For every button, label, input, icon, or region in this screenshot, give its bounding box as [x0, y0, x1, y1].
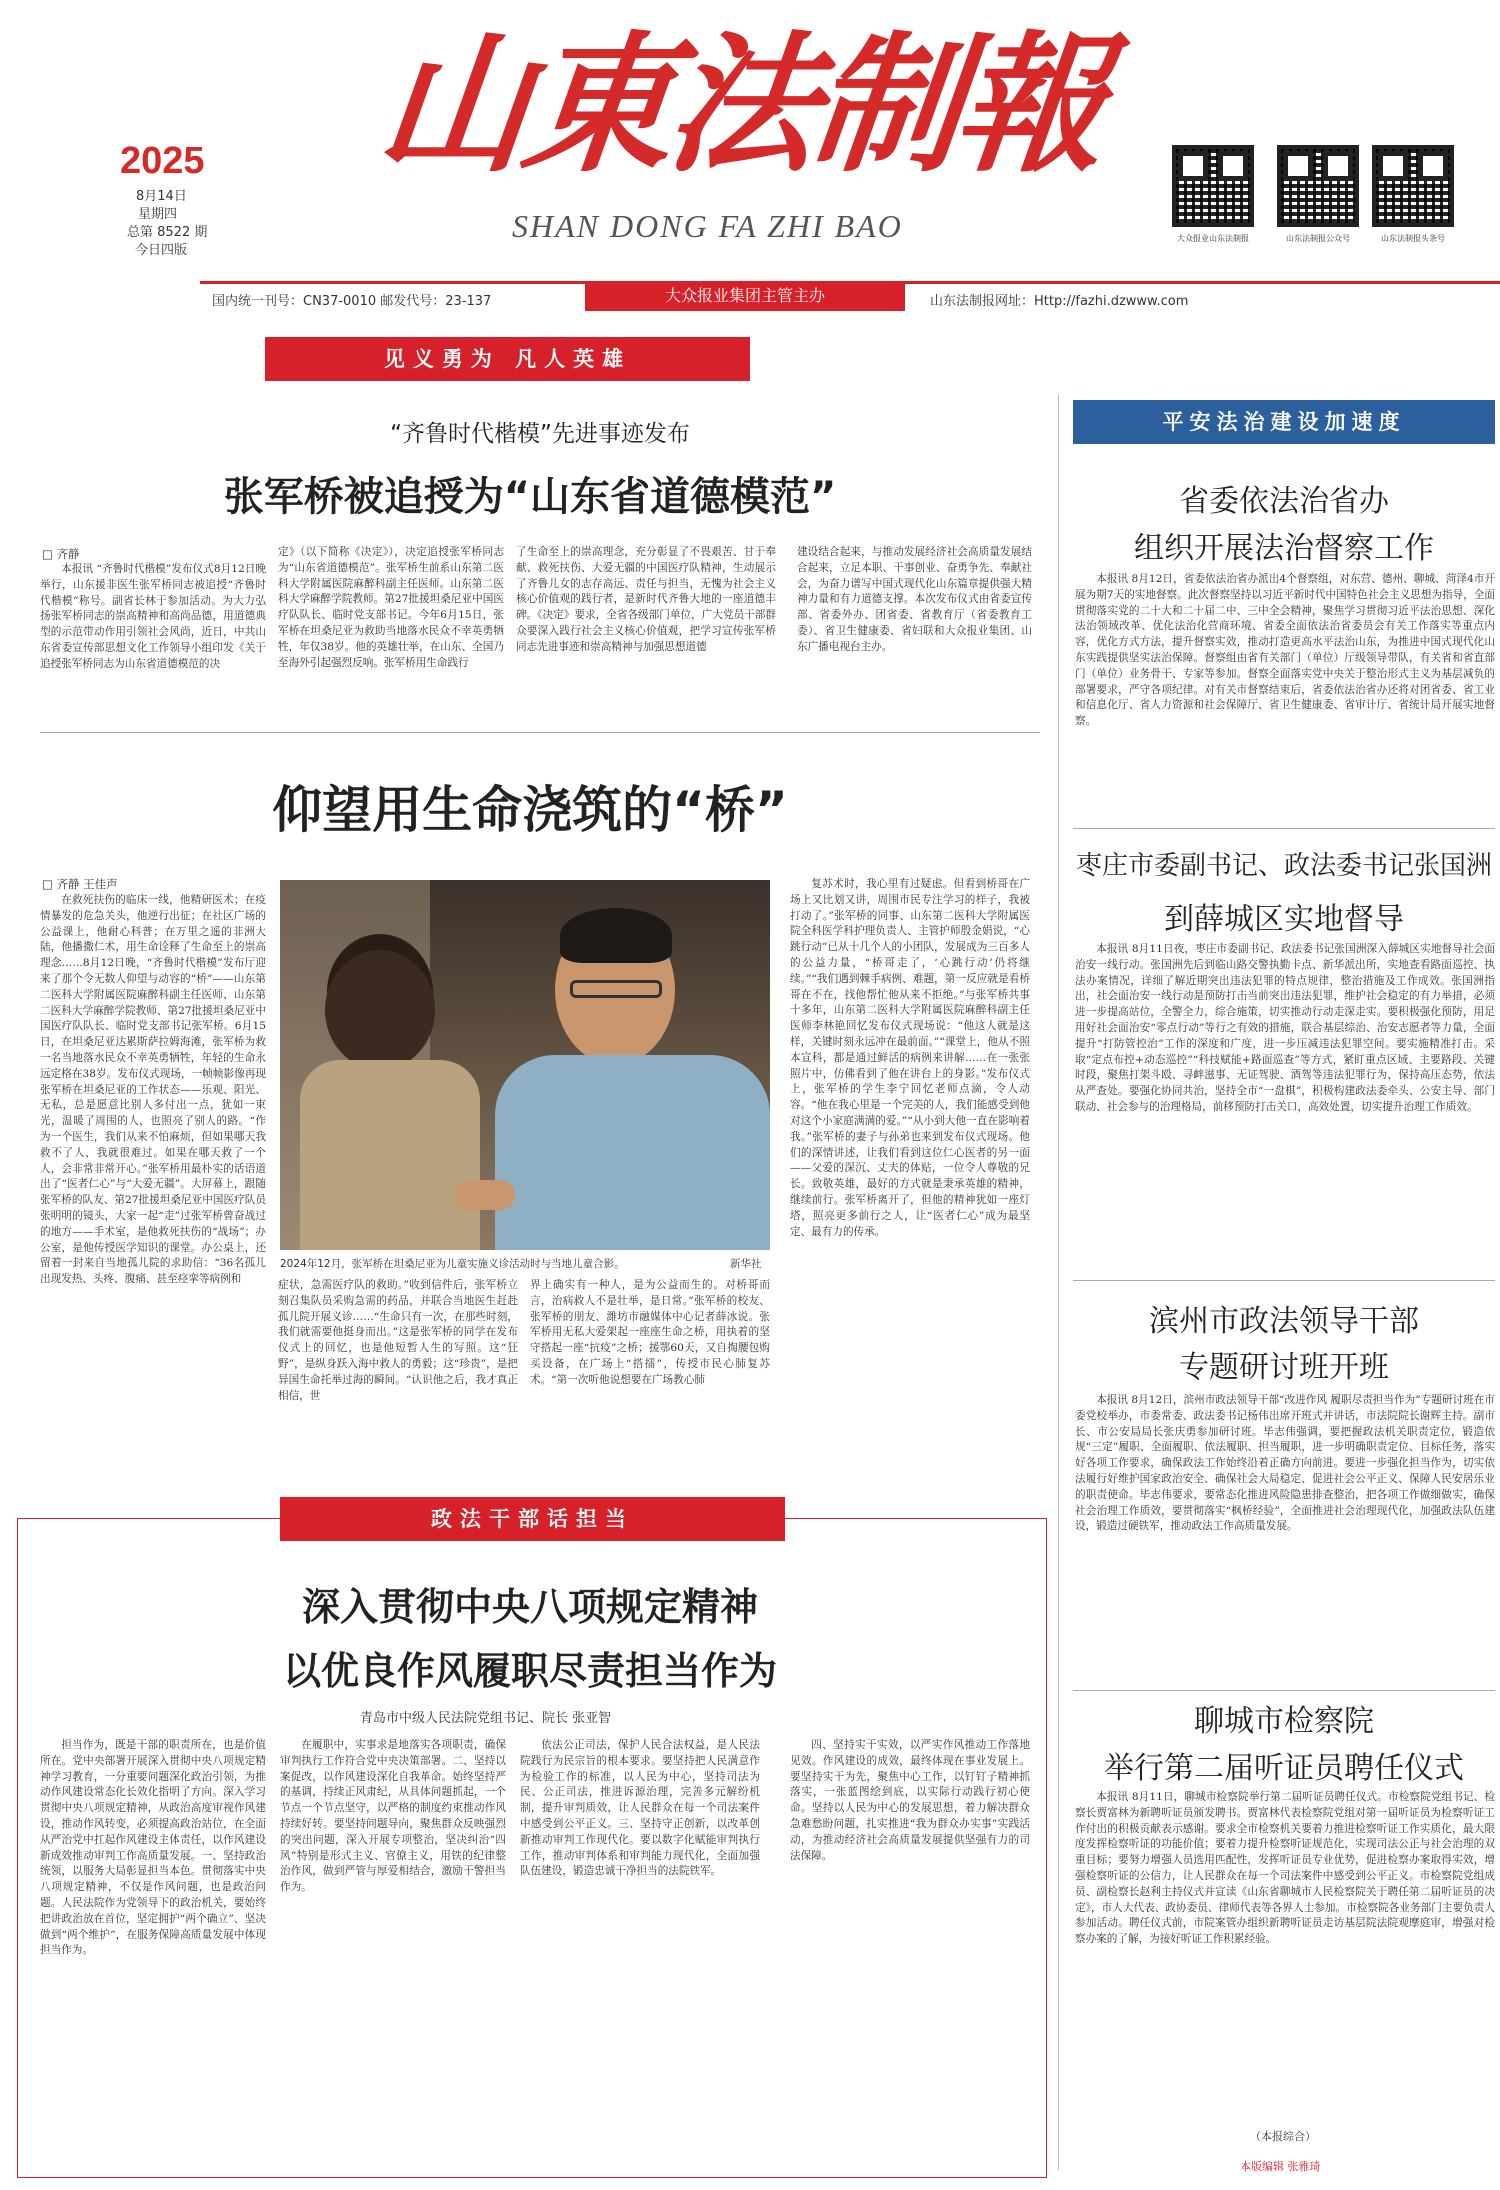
side4-source: （本报综合） — [1250, 2130, 1316, 2143]
section-banner-zhengfa: 政法干部话担当 — [280, 1497, 785, 1541]
qr-caption: 大众报业山东法制报 — [1177, 234, 1249, 243]
issue-date: 8月14日 — [136, 189, 187, 204]
story3-column: 在履职中，实事求是地落实各项职责，确保审判执行工作符合党中央决策部署。二、坚持以案促改，以作风建设深化自我革命。始终坚持严的基调，持续正风肃纪，从具体问题抓起，一个节点一个节点坚守，以严格的制度约束推动作风持续好转。要坚持问题导向，聚焦群众反映强烈的突出问题，深入开展专项整治，坚决纠治“四风”特别是形式主义、官僚主义，用铁的纪律整治作风，做到严管与厚爱相结合，激励干警担当作为。 — [280, 1739, 506, 1894]
story1-headline: 张军桥被追授为“山东省道德模范” — [223, 474, 837, 520]
side3-body: 本报讯 8月12日，滨州市政法领导干部“改进作风 履职尽责担当作为”专题研讨班在市委党校举办，市委常委、政法委书记杨伟出席开班式并讲话，市法院院长谢辉主持。副市长、市公安局局长张庆勇参加研讨班。毕志伟强调，要把握政法机关职责定位，锻造依规“三定”履职、全面履职、依法履职、担当履职，进一步明确职责定位、目标任务，落实好各项工作要求，确保政法工作始终沿着正确方向前进。要进一步强化担当作为，切实依法履行好维护国家政治安全、确保社会大局稳定、促进社会公平正义、保障人民安居乐业的职责使命。毕志伟要求，要常态化推进风险隐患排查整治，把各项工作做细做实，确保社会治理工作质效，要贯彻落实“枫桥经验”，全面推进社会治理现代化，加强政法队伍建设，锻造过硬铁军，推动政法工作高质量发展。 — [1075, 1394, 1495, 1533]
qr-caption: 山东法制报公众号 — [1286, 234, 1350, 243]
story2-headline: 仰望用生命浇筑的“桥” — [272, 781, 788, 839]
story3-headline-2: 以优良作风履职尽责担当作为 — [282, 1649, 777, 1693]
side3-title-2: 专题研讨班开班 — [1179, 1350, 1389, 1385]
story1-byline: □ 齐静 — [42, 547, 80, 561]
photo-child-body — [300, 1060, 480, 1250]
story3-column: 四、坚持实干实效，以严实作风推动工作落地见效。作风建设的成效，最终体现在事业发展上。要坚持实干为先，聚焦中心工作，以钉钉子精神抓落实，一张蓝图绘到底，以实际行动践行初心使命。坚持以人民为中心的发展思想，着力解决群众急难愁盼问题，扎实推进“我为群众办实事”实践活动，为推动经济社会高质量发展提供坚强有力的司法保障。 — [790, 1739, 1030, 1862]
divider — [1073, 828, 1495, 829]
section-banner-yiyong: 见义勇为 凡人英雄 — [265, 337, 750, 381]
website-url: 山东法制报网址：Http://fazhi.dzwww.com — [930, 294, 1189, 309]
story2-column: 复苏术时，我心里有过疑虑。但看到桥哥在广场上又比划又讲，周围市民专注学习的样子，我被打动了。”张军桥的同事、山东第二医科大学附属医院全科医学科护理负责人、主管护师殷金娟说，“心跳行动”已从十几个人的小团队，发展成为三百多人的公益力量，“桥哥走了，‘心跳行动’仍将继续。”“我们遇到棘手病例、难题，第一反应就是看桥哥在不在，找他帮忙他从来不拒绝。”与张军桥共事十多年，山东第二医科大学附属医院麻醉科副主任医师李林艳回忆发布仪式现场说：“他这人就是这样，关键时刻永远冲在最前面。”“课堂上，他从不照本宣科，都是通过鲜活的病例来讲解……在一张张照片中，仿佛看到了他在讲台上的身影。”发布仪式上，张军桥的学生李宁回忆老师点滴，令人动容。“他在我心里是一个完美的人，我们能感受到他对这个小家庭满满的爱。”“从小到大他一直在影响着我。”张军桥的妻子与孙弟也来到发布仪式现场。他们的深情讲述，让我们看到这位仁心医者的另一面——父爱的深沉、丈夫的体贴，一位令人尊敬的兄长。致敬英雄，最好的方式就是秉承英雄的精神，继续前行。张军桥离开了，但他的精神犹如一座灯塔，照亮更多前行之人，让“医者仁心”成为最坚定、最有力的传承。 — [790, 878, 1030, 1238]
newspaper-title: 山東法制報 — [370, 17, 1110, 193]
sidebar-divider — [1058, 395, 1059, 2170]
side4-title-1: 聊城市检察院 — [1194, 1704, 1374, 1739]
story1-kicker: “齐鲁时代楷模”先进事迹发布 — [390, 421, 690, 447]
qr-code-icon — [1372, 145, 1454, 227]
photo-man-hair — [560, 908, 672, 963]
issue-pages: 今日四版 — [135, 243, 188, 258]
side2-title-2: 到薛城区实地督导 — [1164, 902, 1404, 937]
page-editor: 本版编辑 张雅琦 — [1240, 2160, 1321, 2173]
side1-title-2: 组织开展法治督察工作 — [1134, 531, 1434, 566]
story1-column: 本报讯 “齐鲁时代楷模”发布仪式8月12日晚举行，山东援非医生张军桥同志被追授“齐鲁时代楷模”称号。副省长林于参加活动。为大力弘扬张军桥同志的崇高精神和高尚品德，用道德典型的示范带动作用引领社会风尚，近日，中共山东省委宣传部思想文化工作领导小组印发《关于追授张军桥同志为山东省道德模范的决 — [40, 563, 266, 670]
story3-byline: 青岛市中级人民法院党组书记、院长 张亚智 — [360, 1711, 612, 1726]
side2-body: 本报讯 8月11日夜，枣庄市委副书记、政法委书记张国洲深入薛城区实地督导社会面治安一线行动。张国洲先后到临山路交警执勤卡点、新华派出所，实地查看路面巡控、执法办案情况，详细了解近期突出违法犯罪的特点规律，整治措施及工作成效。张国洲指出，社会面治安一线行动是预防打击当前突出违法犯罪，维护社会稳定的有力举措，必须进一步提高站位，全警全力，综合施策，切实推动行动走深走实。要积极强化预防，用足用好社会面治安“零点行动”等行之有效的措施，联合基层综治、治安志愿者等力量，全面提升“打防管控治”工作的深度和广度，进一步压减违法犯罪空间。要实施精准打击。采取“定点布控+动态巡控”“科技赋能+路面巡查”等方式，紧盯重点区域、主要路段、关键时段，聚焦打架斗殴、寻衅滋事、无证驾驶、酒驾等违法犯罪行为，保持高压态势，依法从严查处。要强化协同共治，坚持全市“一盘棋”，积极构建政法委牵头、公安主导、部门联动、社会参与的治理格局，前移预防打击关口，高效处置，切实提升治理工作质效。 — [1075, 943, 1495, 1113]
story2-byline: □ 齐静 王佳声 — [42, 877, 118, 891]
story2-column: 界上确实有一种人，是为公益而生的。对桥哥而言，治病救人不是壮举，是日常。”张军桥的校友、张军桥的朋友、潍坊市融媒体中心记者薛冰说。张军桥用无私大爱架起一座座生命之桥，用执着的坚守搭起一座“抗疫”之桥；援鄂60天，又自掏腰包购买设备，在广场上“搭擂”，传授市民心肺复苏术。“第一次听他说想要在广场教心肺 — [530, 1279, 770, 1386]
story3-column: 依法公正司法，保护人民合法权益，是人民法院践行为民宗旨的根本要求。要坚持把人民满意作为检验工作的标准，以人民为中心，坚持司法为民、公正司法，推进诉源治理，完善多元解纷机制，提升审判质效，让人民群众在每一个司法案件中感受到公平正义。三、坚持守正创新，以改革创新推动审判工作现代化。要以数字化赋能审判执行工作，推动审判体系和审判能力现代化，全面加强队伍建设，锻造忠诚干净担当的法院铁军。 — [520, 1739, 760, 1878]
qr-code-icon — [1277, 145, 1359, 227]
side4-body: 本报讯 8月11日，聊城市检察院举行第二届听证员聘任仪式。市检察院党组书记、检察长贾富林为新聘听证员颁发聘书。贾富林代表检察院党组对第一届听证员为检察听证工作付出的积极贡献表示感谢。要求全市检察机关要着力推进检察听证工作实质化，最大限度发挥检察听证的功能价值；要着力提升检察听证规范化，实现司法公正与社会治理的双重目标；要努力增强人员选用匹配性，发挥听证员专业优势，促进检察办案取得实效，增强检察听证的公信力，让人民群众在每一个司法案件中感受到公平正义。市检察院党组成员、副检察长赵利主持仪式并宣读《山东省聊城市人民检察院关于聘任第二届听证员的决定》，市人大代表、政协委员、律师代表等各界人士参加。市检察院各业务部门主要负责人参加活动。聘任仪式前，市院案管办组织新聘听证员走访基层院法院观摩庭审，增强对检察办案的了解，为接好听证工作积累经验。 — [1075, 1791, 1495, 1946]
issue-weekday: 星期四 — [138, 207, 178, 222]
story2-column: 症状，急需医疗队的救助。”收到信件后，张军桥立刻召集队员采购急需的药品，并联合当地医生赶赴孤儿院开展义诊……“生命只有一次，在那些时刻，我们就需要他挺身而出。”这是张军桥的同学在发布仪式上的回忆，也是他短暂人生的写照。这“狂野”，是纵身跃入海中救人的勇毅；这“珍贵”，是把异国生命托举过海的瞬间。“认识他之后，我才真正相信，世 — [278, 1279, 518, 1402]
issue-number: 总第 8522 期 — [127, 225, 208, 240]
masthead — [0, 0, 1500, 320]
divider — [1073, 1690, 1495, 1691]
story3-column: 担当作为，既是干部的职责所在，也是价值所在。党中央部署开展深入贯彻中央八项规定精神学习教育，一分重要问题深化政治引领，为推动作风建设常态化长效化指明了方向。深入学习贯彻中央八项规定精神，从政治高度审视作风建设，推动作风转变，必须提高政治站位，在全面从严治党中扛起作风建设主体责任，以作风建设新成效推动审判工作高质量发展。一、坚持政治统领，以服务大局彰显担当本色。贯彻落实中央八项规定精神，不仅是作风问题，也是政治问题。人民法院作为党领导下的政治机关，要始终把讲政治放在首位，坚定拥护“两个确立”、坚决做到“两个维护”，在服务保障高质量发展中体现担当作为。 — [40, 1739, 266, 1957]
photo-child-head — [325, 950, 435, 1070]
photo-man-glasses — [570, 980, 662, 998]
story1-column: 了生命至上的崇高理念，充分彰显了不畏艰苦、甘于奉献、救死扶伤、大爱无疆的中国医疗队精神，生动展示了齐鲁儿女的志存高远、责任与担当，无愧为社会主义核心价值观的践行者，是新时代齐鲁大地的一座道德丰碑。《决定》要求，全省各级部门单位，广大党员干部群众要深入践行社会主义核心价值观，把学习宣传张军桥同志先进事迹和崇高精神与加强思想道德 — [516, 546, 776, 653]
story-photo — [280, 880, 770, 1250]
story1-column: 建设结合起来，与推动发展经济社会高质量发展结合起来，立足本职、干事创业、奋勇争先、奉献社会，为奋力谱写中国式现代化山东篇章提供强大精神力量和有力道德支撑。本次发布仪式由省委宣传部、省委外办、团省委、省教育厅（省委教育工委）、省卫生健康委、省妇联和大众报业集团、山东广播电视台主办。 — [797, 546, 1032, 653]
qr-code-icon — [1172, 145, 1254, 227]
photo-man-body — [495, 1055, 770, 1250]
sponsor-banner: 大众报业集团主管主办 — [585, 281, 905, 311]
side4-title-2: 举行第二届听证员聘任仪式 — [1104, 1751, 1464, 1786]
publication-code: 国内统一刊号：CN37-0010 邮发代号：23-137 — [212, 294, 492, 309]
story2-column: 在救死扶伤的临床一线，他精研医术；在疫情暴发的危急关头，他逆行出征；在社区广场的公益课上，他耐心科普；在万里之遥的非洲大陆，他播撒仁术，用生命诠释了生命至上的崇高理念……8月12日晚，“齐鲁时代楷模”发布厅迎来了那个令无数人仰望与动容的“桥”——山东第二医科大学附属医院麻醉科副主任医师、山东第二医科大学麻醉学院教师、第27批援坦桑尼亚中国医疗队队长、临时党支部书记张军桥。6月15日，在坦桑尼亚达累斯萨拉姆海滩，张军桥为救一名当地落水民众不幸英勇牺牲，年轻的生命永远定格在38岁。发布仪式现场，一帧帧影像再现张军桥在坦桑尼亚的工作状态——乐观、阳光、无私，总是愿意比别人多付出一点，犹如一束光，温暖了周围的人，也照亮了别人的路。“作为一个医生，我们从来不怕麻烦，但如果哪天我救不了人，我就很难过。如果在哪天救了一个人，会非常非常开心。”张军桥用最朴实的话语道出了“医者仁心”与“大爱无疆”。大屏幕上，跟随张军桥的队友、第27批援坦桑尼亚中国医疗队员张明明的镜头，大家一起“走”过张军桥曾奋战过的地方——手术室，是他救死扶伤的“战场”；办公室，是他传授医学知识的课堂。办公桌上，还留着一封来自当地孤儿院的求助信：“36名孤儿出现发热、头疼、腹痛、甚至痉挛等病例和 — [40, 894, 266, 1286]
side2-title-1: 枣庄市委副书记、政法委书记张国洲 — [1075, 851, 1492, 881]
side1-body: 本报讯 8月12日，省委依法治省办派出4个督察组，对东营、德州、聊城、菏泽4市开展为期7天的实地督察。此次督察坚持以习近平新时代中国特色社会主义思想为指导，全面贯彻落实党的二十大和二十届二中、三中全会精神，聚焦学习贯彻习近平法治思想、深化法治领域改革、优化法治化营商环境、省委全面依法治省委员会有关工作落实等重点内容，优化方式方法，提升督察实效，推动打造更高水平法治山东，为推进中国式现代化山东实践提供坚实法治保障。督察组由省有关部门（单位）厅级领导带队，有关省和省直部门（单位）业务骨干、专家等参加。督察全面落实党中央关于整治形式主义为基层减负的部署要求，严守各项纪律。对有关市督察结束后，省委依法治省办还将对团省委、省工业和信息化厅、省人力资源和社会保障厅、省卫生健康委、省审计厅、省统计局开展实地督察。 — [1075, 573, 1495, 728]
issue-year: 2025 — [120, 140, 205, 182]
divider — [1073, 1280, 1495, 1281]
side3-title-1: 滨州市政法领导干部 — [1149, 1304, 1419, 1339]
photo-hands — [455, 1180, 515, 1210]
photo-credit: 新华社 — [730, 1258, 762, 1270]
story1-column: 定》（以下简称《决定》），决定追授张军桥同志为“山东省道德模范”。张军桥生前系山东第二医科大学附属医院麻醉科副主任医师。山东第二医科大学麻醉学院教师。第27批援坦桑尼亚中国医疗队队长、临时党支部书记。今年6月15日，张军桥在坦桑尼亚为救助当地落水民众不幸英勇牺牲，年仅38岁。他的英雄壮举，在山东、全国乃至海外引起强烈反响。张军桥用生命践行 — [278, 546, 504, 669]
newspaper-pinyin: SHAN DONG FA ZHI BAO — [512, 208, 903, 244]
section-banner-pingan: 平安法治建设加速度 — [1073, 400, 1495, 444]
side1-title-1: 省委依法治省办 — [1179, 484, 1389, 519]
story3-headline-1: 深入贯彻中央八项规定精神 — [301, 1585, 758, 1629]
qr-caption: 山东法制报头条号 — [1381, 234, 1445, 243]
photo-caption: 2024年12月，张军桥在坦桑尼亚为儿童实施义诊活动时与当地儿童合影。 — [280, 1258, 625, 1270]
divider — [40, 732, 1040, 733]
